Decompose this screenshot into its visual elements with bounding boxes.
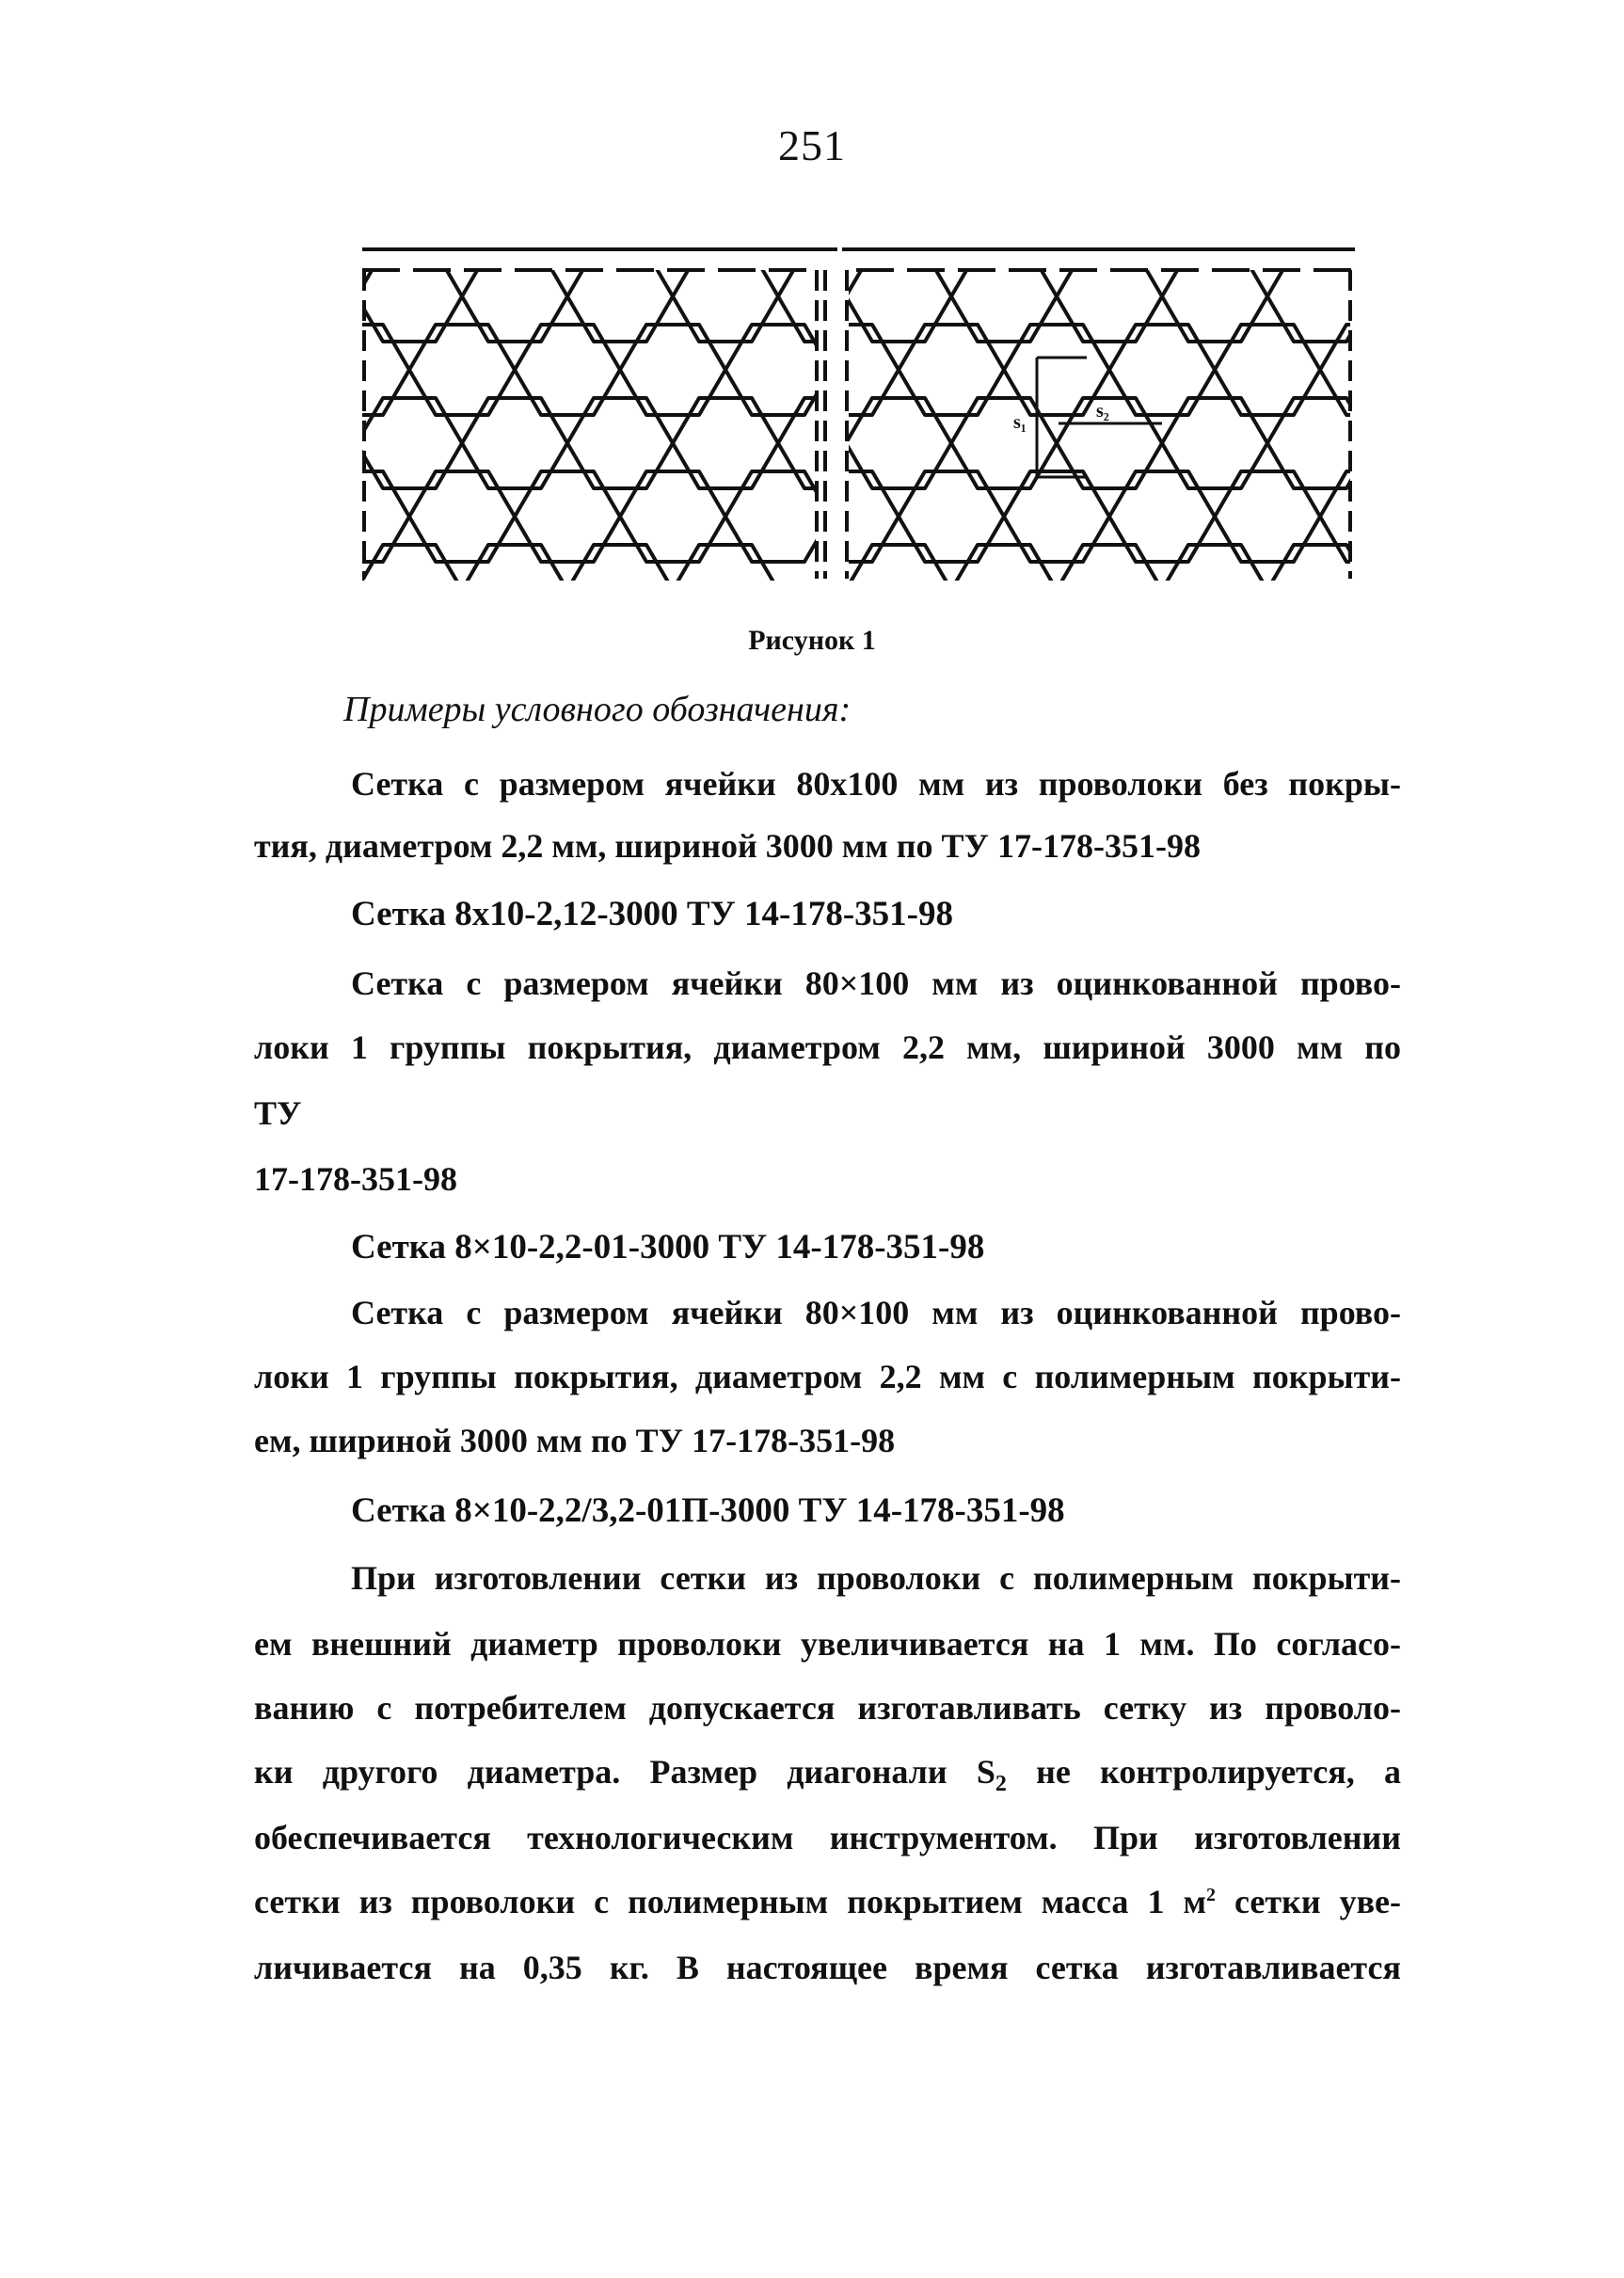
paragraph-line-5: обеспечивается технологическим инструментом. При изготовлении — [254, 1819, 1401, 1856]
example-1-description-line-2: тия, диаметром 2,2 мм, шириной 3000 мм по ТУ 17-178-351-98 — [254, 827, 1201, 865]
paragraph-line-2: ем внешний диаметр проволоки увеличивается на 1 мм. По согласо- — [254, 1625, 1401, 1663]
paragraph-line-7: личивается на 0,35 кг. В настоящее время сетка изготавливается — [254, 1949, 1401, 1986]
paragraph-line-1: При изготовлении сетки из проволоки с полимерным покрыти- — [351, 1559, 1401, 1597]
example-2-description-line-4: 17-178-351-98 — [254, 1160, 457, 1198]
paragraph-line-6-part-b: сетки уве- — [1215, 1883, 1401, 1920]
example-3-designation: Сетка 8×10-2,2/3,2-01П-3000 ТУ 14-178-351-98 — [351, 1491, 1065, 1530]
example-2-description-line-1: Сетка с размером ячейки 80×100 мм из оцинкованной прово- — [351, 964, 1401, 1002]
figure-caption: Рисунок 1 — [748, 625, 876, 656]
example-3-description-line-1: Сетка с размером ячейки 80×100 мм из оцинкованной прово- — [351, 1294, 1401, 1331]
paragraph-line-6 — [254, 1882, 1401, 1921]
mesh-left-panel — [343, 251, 884, 588]
square-meter-superscript: 2 — [1205, 1885, 1216, 1905]
mesh-right-panel — [793, 251, 1369, 588]
example-1-description-line-1: Сетка с размером ячейки 80х100 мм из проволоки без покры- — [351, 765, 1401, 803]
example-1-designation: Сетка 8х10-2,12-3000 ТУ 14-178-351-98 — [351, 895, 953, 933]
dimension-label-s2: s₂ — [1096, 401, 1109, 422]
paragraph-line-4-part-b: не контролируется, а — [1006, 1753, 1401, 1791]
example-3-description-line-2: локи 1 группы покрытия, диаметром 2,2 мм с полимерным покрыти- — [254, 1358, 1401, 1395]
hexagonal-mesh-figure — [343, 231, 1369, 588]
paragraph-line-4 — [254, 1752, 1401, 1797]
example-2-designation: Сетка 8×10-2,2-01-3000 ТУ 14-178-351-98 — [351, 1228, 985, 1266]
example-2-description-line-2: локи 1 группы покрытия, диаметром 2,2 мм, шириной 3000 мм по — [254, 1028, 1401, 1066]
paragraph-line-3: ванию с потребителем допускается изготавливать сетку из проволо- — [254, 1689, 1401, 1727]
page-number: 251 — [778, 121, 846, 169]
dimension-label-s1: s₁ — [1013, 412, 1027, 433]
paragraph-line-6-part-a: сетки из проволоки с полимерным покрытием масса 1 м — [254, 1883, 1206, 1920]
example-3-description-line-3: ем, шириной 3000 мм по ТУ 17-178-351-98 — [254, 1422, 896, 1459]
diagonal-subscript: 2 — [995, 1772, 1007, 1797]
examples-heading: Примеры условного обозначения: — [343, 690, 852, 729]
example-2-description-line-3: ТУ — [254, 1094, 302, 1132]
paragraph-line-4-part-a: ки другого диаметра. Размер диагонали S — [254, 1753, 995, 1791]
